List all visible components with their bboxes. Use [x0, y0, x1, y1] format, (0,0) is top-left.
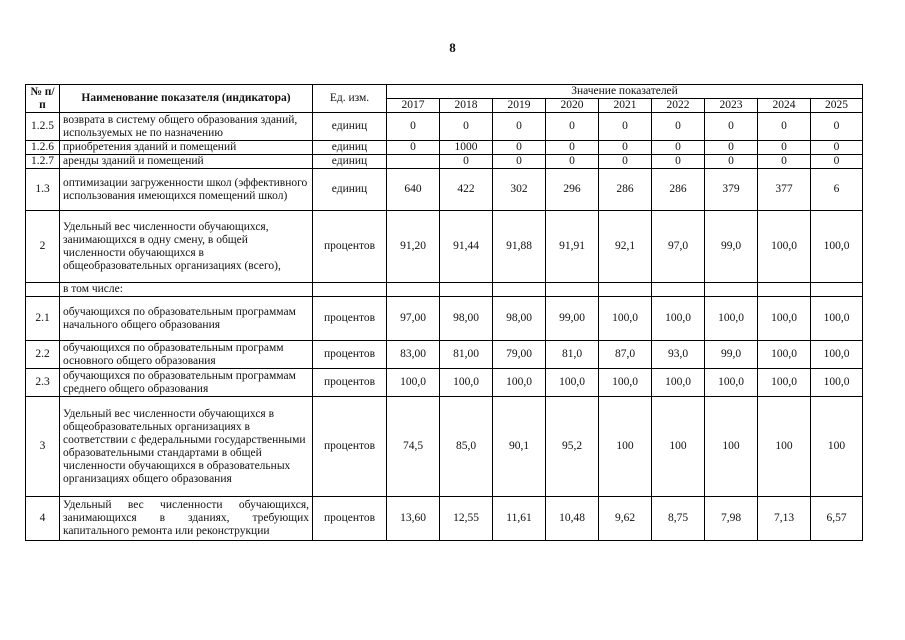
value-cell: 0 [811, 155, 863, 169]
value-cell: 100,0 [758, 211, 811, 283]
value-cell: 10,48 [546, 497, 599, 541]
unit-cell: единиц [313, 169, 387, 211]
indicator-name: в том числе: [60, 283, 313, 297]
row-number: 1.2.6 [26, 141, 60, 155]
value-cell: 91,20 [387, 211, 440, 283]
row-number: 2.1 [26, 297, 60, 341]
value-cell: 97,0 [652, 211, 705, 283]
indicator-name: возврата в систему общего образования зданий, используемых не по назначению [60, 113, 313, 141]
table-row [26, 297, 863, 341]
value-cell: 0 [493, 113, 546, 141]
row-number: 3 [26, 397, 60, 497]
unit-cell: процентов [313, 397, 387, 497]
value-cell [493, 283, 546, 297]
value-cell: 100,0 [705, 297, 758, 341]
value-cell [387, 283, 440, 297]
value-cell: 0 [546, 155, 599, 169]
value-cell: 0 [546, 141, 599, 155]
value-cell: 0 [758, 141, 811, 155]
table-row [26, 141, 863, 155]
value-cell: 0 [599, 113, 652, 141]
value-cell: 0 [599, 155, 652, 169]
value-cell: 100 [599, 397, 652, 497]
value-cell: 9,62 [599, 497, 652, 541]
unit-cell: процентов [313, 211, 387, 283]
header-year: 2019 [493, 99, 546, 113]
indicator-name: Удельный вес численности обучающихся, занимающихся в одну смену, в общей численности обучающихся в общеобразовательных организациях (всего), [60, 211, 313, 283]
value-cell: 0 [599, 141, 652, 155]
value-cell: 377 [758, 169, 811, 211]
table-row [26, 369, 863, 397]
value-cell [758, 283, 811, 297]
table-row [26, 113, 863, 141]
value-cell: 100,0 [599, 297, 652, 341]
value-cell: 0 [387, 141, 440, 155]
value-cell: 100,0 [387, 369, 440, 397]
value-cell: 0 [758, 155, 811, 169]
value-cell: 12,55 [440, 497, 493, 541]
value-cell: 81,0 [546, 341, 599, 369]
value-cell: 0 [493, 141, 546, 155]
value-cell: 13,60 [387, 497, 440, 541]
header-year: 2018 [440, 99, 493, 113]
value-cell: 92,1 [599, 211, 652, 283]
value-cell: 100,0 [811, 341, 863, 369]
value-cell: 0 [546, 113, 599, 141]
value-cell: 100,0 [758, 341, 811, 369]
value-cell: 0 [705, 141, 758, 155]
value-cell: 0 [705, 155, 758, 169]
value-cell [599, 283, 652, 297]
value-cell: 0 [652, 113, 705, 141]
value-cell: 91,91 [546, 211, 599, 283]
value-cell: 99,0 [705, 211, 758, 283]
value-cell: 1000 [440, 141, 493, 155]
indicator-name: Удельный вес численности обучающихся в общеобразовательных организациях в соответствии с федеральными государственными образовательными стандартами в общей численности обучающихся в образовательных организациях общего образования [60, 397, 313, 497]
row-number: 1.2.7 [26, 155, 60, 169]
table-body [26, 113, 863, 541]
header-year: 2022 [652, 99, 705, 113]
unit-cell: процентов [313, 297, 387, 341]
value-cell: 100,0 [758, 297, 811, 341]
value-cell: 0 [705, 113, 758, 141]
value-cell: 0 [440, 155, 493, 169]
indicators-table [25, 84, 863, 541]
value-cell: 74,5 [387, 397, 440, 497]
value-cell: 0 [758, 113, 811, 141]
value-cell: 100 [652, 397, 705, 497]
value-cell [440, 283, 493, 297]
indicator-name: аренды зданий и помещений [60, 155, 313, 169]
row-number: 2.3 [26, 369, 60, 397]
value-cell: 6,57 [811, 497, 863, 541]
value-cell: 100,0 [599, 369, 652, 397]
value-cell: 640 [387, 169, 440, 211]
row-number: 2.2 [26, 341, 60, 369]
value-cell: 100 [705, 397, 758, 497]
header-year: 2024 [758, 99, 811, 113]
value-cell: 99,0 [705, 341, 758, 369]
value-cell [705, 283, 758, 297]
value-cell: 81,00 [440, 341, 493, 369]
unit-cell: процентов [313, 497, 387, 541]
value-cell: 98,00 [493, 297, 546, 341]
header-year: 2021 [599, 99, 652, 113]
table-row [26, 155, 863, 169]
value-cell: 99,00 [546, 297, 599, 341]
value-cell: 83,00 [387, 341, 440, 369]
table-header [26, 85, 863, 113]
value-cell: 93,0 [652, 341, 705, 369]
value-cell: 0 [493, 155, 546, 169]
row-number: 1.2.5 [26, 113, 60, 141]
value-cell: 90,1 [493, 397, 546, 497]
unit-cell: процентов [313, 341, 387, 369]
value-cell: 97,00 [387, 297, 440, 341]
value-cell: 8,75 [652, 497, 705, 541]
indicator-name: Удельный вес численности обучающихся, занимающихся в зданиях, требующих капитального ремонта или реконструкции [60, 497, 313, 541]
value-cell: 286 [652, 169, 705, 211]
indicator-name: обучающихся по образовательным программ основного общего образования [60, 341, 313, 369]
indicator-name: приобретения зданий и помещений [60, 141, 313, 155]
value-cell: 7,98 [705, 497, 758, 541]
unit-cell: единиц [313, 113, 387, 141]
unit-cell: единиц [313, 141, 387, 155]
indicator-name: обучающихся по образовательным программам среднего общего образования [60, 369, 313, 397]
value-cell [652, 283, 705, 297]
table-row [26, 283, 863, 297]
row-number: 2 [26, 211, 60, 283]
unit-cell: процентов [313, 369, 387, 397]
value-cell: 91,44 [440, 211, 493, 283]
value-cell: 0 [440, 113, 493, 141]
value-cell: 6 [811, 169, 863, 211]
value-cell: 0 [811, 113, 863, 141]
value-cell: 296 [546, 169, 599, 211]
header-year: 2023 [705, 99, 758, 113]
value-cell: 302 [493, 169, 546, 211]
row-number: 1.3 [26, 169, 60, 211]
value-cell: 95,2 [546, 397, 599, 497]
value-cell: 100,0 [811, 297, 863, 341]
value-cell [546, 283, 599, 297]
header-year: 2017 [387, 99, 440, 113]
value-cell [811, 283, 863, 297]
value-cell: 7,13 [758, 497, 811, 541]
page-number: 8 [449, 40, 456, 55]
value-cell: 87,0 [599, 341, 652, 369]
value-cell: 100,0 [440, 369, 493, 397]
table-row [26, 169, 863, 211]
table-row [26, 497, 863, 541]
value-cell: 100,0 [811, 211, 863, 283]
value-cell: 100,0 [758, 369, 811, 397]
value-cell: 100 [811, 397, 863, 497]
table-row [26, 341, 863, 369]
value-cell: 422 [440, 169, 493, 211]
value-cell: 100 [758, 397, 811, 497]
value-cell [387, 155, 440, 169]
value-cell: 100,0 [705, 369, 758, 397]
row-number: 4 [26, 497, 60, 541]
value-cell: 85,0 [440, 397, 493, 497]
value-cell: 100,0 [546, 369, 599, 397]
value-cell: 0 [811, 141, 863, 155]
row-number [26, 283, 60, 297]
value-cell: 98,00 [440, 297, 493, 341]
value-cell: 379 [705, 169, 758, 211]
value-cell: 0 [652, 141, 705, 155]
header-values-group: Значение показателей [387, 85, 863, 99]
value-cell: 0 [387, 113, 440, 141]
unit-cell: единиц [313, 155, 387, 169]
header-no: № п/п [26, 85, 60, 113]
value-cell: 100,0 [652, 369, 705, 397]
indicator-name: обучающихся по образовательным программам начального общего образования [60, 297, 313, 341]
value-cell: 0 [652, 155, 705, 169]
header-year: 2020 [546, 99, 599, 113]
value-cell: 79,00 [493, 341, 546, 369]
header-year: 2025 [811, 99, 863, 113]
value-cell: 91,88 [493, 211, 546, 283]
value-cell: 11,61 [493, 497, 546, 541]
header-name: Наименование показателя (индикатора) [60, 85, 313, 113]
value-cell: 286 [599, 169, 652, 211]
value-cell: 100,0 [811, 369, 863, 397]
value-cell: 100,0 [652, 297, 705, 341]
table-row [26, 211, 863, 283]
table-row [26, 397, 863, 497]
unit-cell [313, 283, 387, 297]
header-unit: Ед. изм. [313, 85, 387, 113]
value-cell: 100,0 [493, 369, 546, 397]
indicator-name: оптимизации загруженности школ (эффективного использования имеющихся помещений школ) [60, 169, 313, 211]
